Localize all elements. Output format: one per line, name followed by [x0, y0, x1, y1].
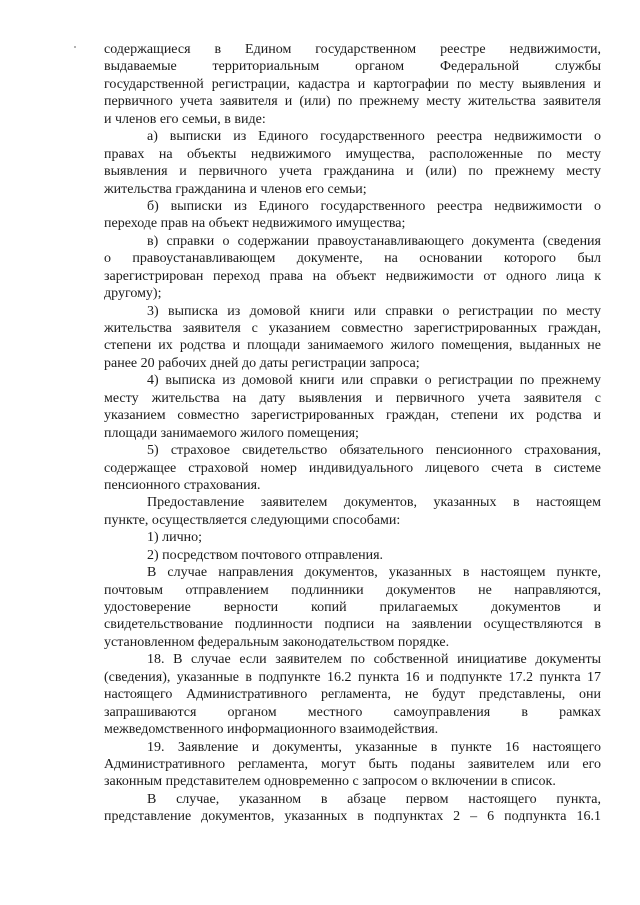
text-line: удостоверение верности копий прилагаемых документов и [104, 600, 601, 615]
text-line: государственной регистрации, кадастра и картографии по месту выявления и [104, 76, 601, 92]
text-line: В случае направления документов, указанных в настоящем пункте, [147, 565, 601, 581]
text-line: пенсионного страхования. [104, 477, 261, 493]
text-line: почтовым отправлением подлинники документов не направляются, [104, 582, 601, 598]
text-line: правах на объекты недвижимого имущества, расположенные по месту [104, 146, 601, 162]
text-line: ранее 20 рабочих дней до даты регистрации запроса; [104, 355, 420, 371]
text-line: переходе прав на объект недвижимого имущества; [104, 216, 406, 232]
text-line: установленном федеральным законодательством порядке. [104, 634, 450, 650]
text-line: 5) страховое свидетельство обязательного пенсионного страхования, [147, 443, 601, 459]
text-line: месту жительства на дату выявления и первичного учета заявителя с [104, 390, 601, 406]
text-line: межведомственного информационного взаимодействия. [104, 722, 439, 738]
text-line: в) справки о содержании правоустанавливающего документа (сведения [147, 233, 601, 249]
text-line: указанием совместно зарегистрированных граждан, степени их родства и [104, 408, 601, 424]
document-body [104, 41, 601, 826]
text-line: первичного учета заявителя и (или) по прежнему месту жительства заявителя [104, 94, 601, 110]
text-line: 3) выписка из домовой книги или справки о регистрации по месту [147, 303, 601, 319]
text-line: другому); [104, 286, 162, 302]
text-line: пункте, осуществляется следующими способами: [104, 512, 401, 528]
text-line: степени их родства и площади занимаемого жилого помещения, выданных не [104, 338, 601, 354]
text-line: выявления и первичного учета гражданина и (или) по прежнему месту [104, 164, 601, 180]
text-line: содержащиеся в Едином государственном реестре недвижимости, [104, 42, 601, 57]
text-line: зарегистрирован переход права на объект недвижимости от одного лица к [104, 268, 601, 284]
text-line: В случае, указанном в абзаце первом настоящего пункта, [147, 791, 601, 807]
text-line: жительства гражданина и членов его семьи; [104, 181, 367, 197]
text-line: 2) посредством почтового отправления. [147, 547, 384, 563]
text-line: законным представителем одновременно с запросом о включении в список. [104, 774, 556, 790]
text-line: 18. В случае если заявителем по собственной инициативе документы [147, 652, 601, 668]
text-line: (сведения), указанные в подпункте 16.2 пункта 16 и подпункте 17.2 пункта 17 [104, 669, 601, 685]
text-line: 19. Заявление и документы, указанные в пункте 16 настоящего [147, 739, 601, 755]
text-line: площади занимаемого жилого помещения; [104, 425, 359, 441]
text-line: содержащее страховой номер индивидуального лицевого счета в системе [104, 460, 601, 476]
text-line: представление документов, указанных в подпунктах 2 – 6 подпункта 16.1 [104, 809, 601, 825]
text-line: 4) выписка из домовой книги или справки о регистрации по прежнему [147, 373, 601, 389]
text-line: свидетельствование подлинности подписи на заявлении осуществляются в [104, 617, 601, 633]
text-line: запрашиваются органом местного самоуправления в рамках [104, 704, 601, 720]
text-line: 1) лично; [147, 530, 203, 546]
text-line: настоящего Административного регламента, не будут представлены, они [104, 687, 601, 703]
text-line: Административного регламента, могут быть поданы заявителем или его [104, 756, 601, 772]
text-line: и членов его семьи, в виде: [104, 111, 266, 127]
text-line: жительства заявителя с указанием совместно зарегистрированных граждан, [104, 321, 601, 336]
text-line: б) выписки из Единого государственного реестра недвижимости о [147, 198, 601, 214]
scan-speck [74, 46, 76, 48]
text-line: а) выписки из Единого государственного реестра недвижимости о [147, 129, 601, 145]
text-line: Предоставление заявителем документов, указанных в настоящем [147, 495, 601, 511]
text-line: выдаваемые территориальным органом Федеральной службы [104, 59, 601, 75]
text-line: о правоустанавливающем документе, на основании которого был [104, 251, 601, 267]
